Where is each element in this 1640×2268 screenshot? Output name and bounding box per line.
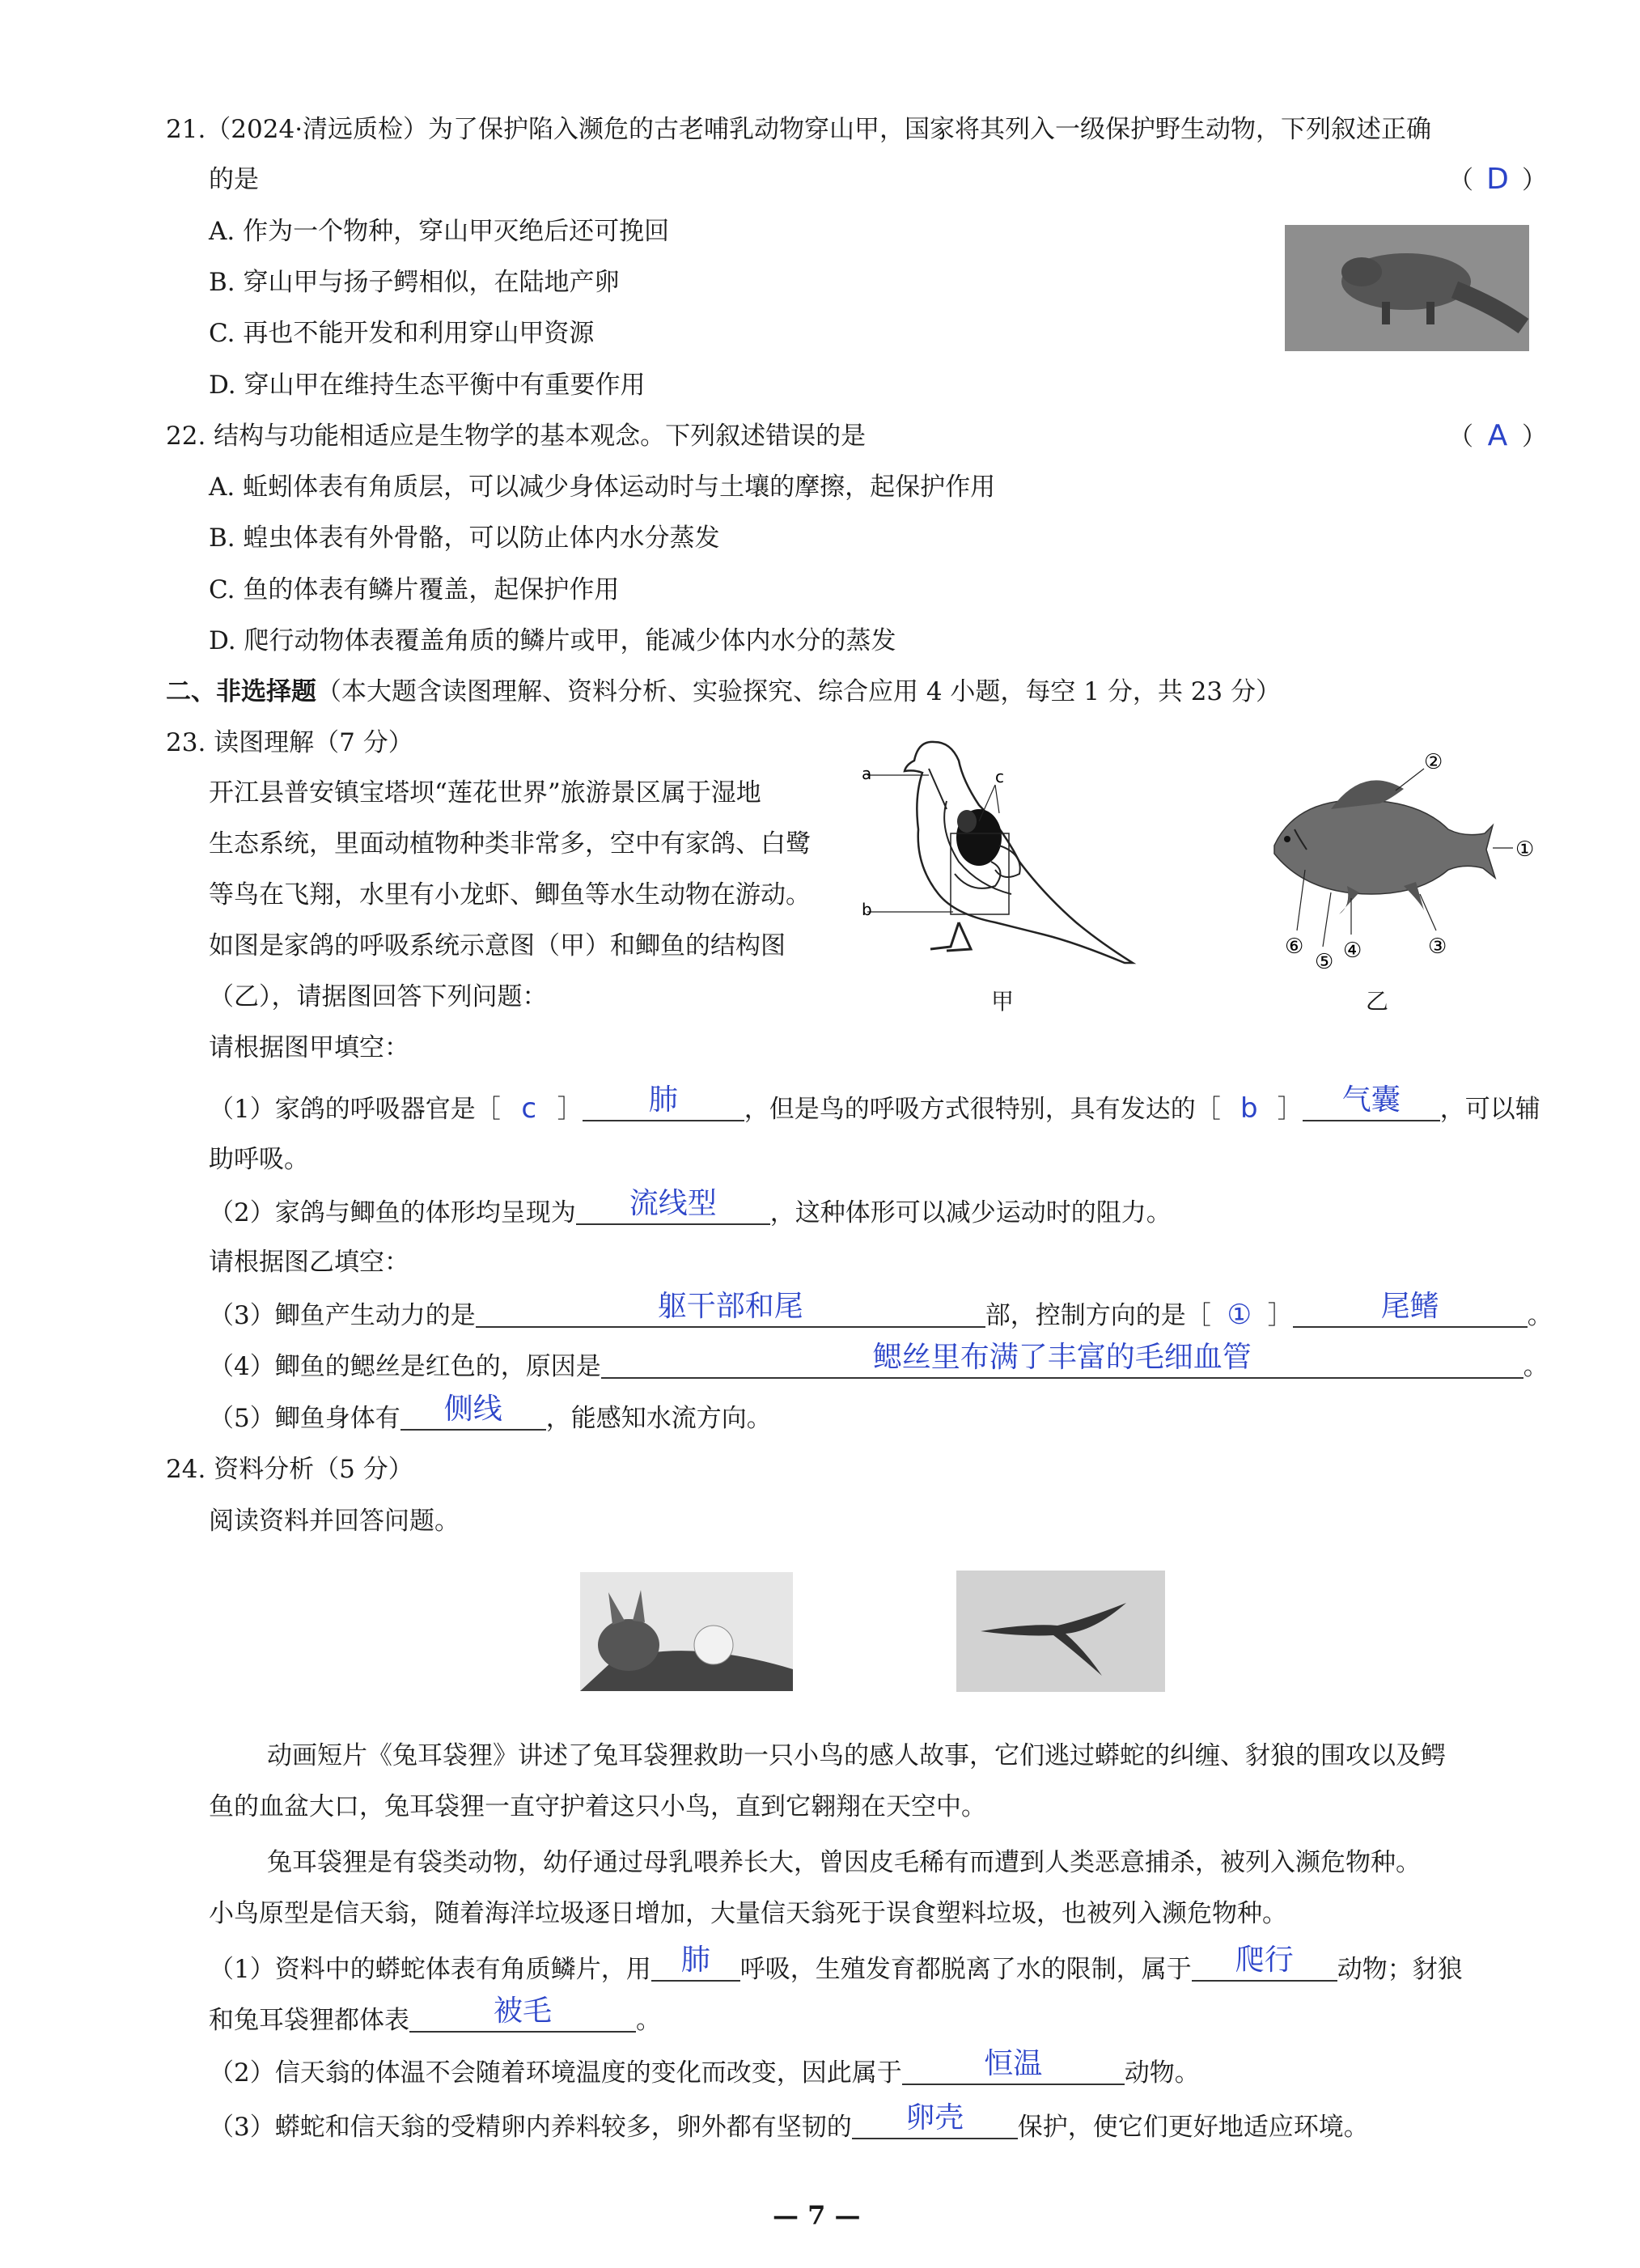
q24-sub2-answer: 恒温 (984, 2047, 1043, 2080)
section2-desc: （本大题含读图理解、资料分析、实验探究、综合应用 4 小题，每空 1 分，共 23 分） (316, 677, 1282, 706)
q24-sub1-blank3 (409, 1995, 636, 2033)
fish-label-4: ④ (1343, 939, 1362, 963)
q21-stem: 21.（2024·清远质检）为了保护陷入濒危的古老哺乳动物穿山甲，国家将其列入一级保护野生动物，下列叙述正确 (166, 115, 1432, 144)
q23-para-line3: 等鸟在飞翔，水里有小龙虾、鲫鱼等水生动物在游动。 (209, 880, 811, 909)
q22-answer: A (1487, 419, 1508, 452)
q23-prompt-jia: 请根据图甲填空： (209, 1033, 409, 1062)
q23-sub1-answer3: b (1240, 1092, 1258, 1125)
q24-sub2-blank (902, 2047, 1125, 2085)
q24-sub3 (209, 2101, 1369, 2143)
q23-sub2-text1: （2）家鸽与鲫鱼的体形均呈现为 (209, 1198, 576, 1227)
q23-sub1-answer1: c (521, 1092, 537, 1125)
q24-sub2-text2: 动物。 (1124, 2058, 1200, 2088)
q23-sub5-answer: 侧线 (443, 1393, 502, 1426)
q24-sub1-text3: 动物；豺狼 (1337, 1955, 1463, 1984)
q24-sub3-text1: （3）蟒蛇和信天翁的受精卵内养料较多，卵外都有坚韧的 (209, 2113, 852, 2142)
q24-sub1-answer1: 肺 (680, 1944, 710, 1977)
albatross-photo (956, 1571, 1165, 1692)
q23-sub4-blank (601, 1341, 1523, 1379)
q23-sub3-blank1 (476, 1290, 985, 1328)
q23-sub5 (209, 1393, 772, 1435)
q24-sub1-answer3: 被毛 (493, 1995, 552, 2028)
q23-sub3 (209, 1290, 1553, 1332)
q24-sub2 (209, 2047, 1200, 2089)
q24-para1-line2: 鱼的血盆大口，兔耳袋狸一直守护着这只小鸟，直到它翱翔在天空中。 (209, 1792, 986, 1821)
pigeon-respiratory-diagram (858, 732, 1157, 975)
q23-sub1-text4: ］ (1277, 1095, 1303, 1124)
q23-sub1-answer2: 肺 (648, 1083, 678, 1117)
q23-sub3-text1: （3）鲫鱼产生动力的是 (209, 1301, 476, 1330)
q23-sub1-text1: （1）家鸽的呼吸器官是［ (209, 1095, 501, 1124)
q24-sub1-blank1 (651, 1944, 740, 1982)
pigeon-label-b: b (862, 900, 872, 919)
q23-sub1-cont: 助呼吸。 (209, 1145, 309, 1174)
q24-sub3-answer: 卵壳 (905, 2101, 964, 2134)
q24-para2-line2: 小鸟原型是信天翁，随着海洋垃圾逐日增加，大量信天翁死于误食塑料垃圾，也被列入濒危物种。 (209, 1899, 1287, 1928)
q21-option-b: B. 穿山甲与扬子鳄相似，在陆地产卵 (209, 268, 620, 297)
q22-option-c: C. 鱼的体表有鳞片覆盖，起保护作用 (209, 575, 620, 604)
q23-sub4 (209, 1341, 1549, 1383)
q24-para1-line1: 动画短片《兔耳袋狸》讲述了兔耳袋狸救助一只小鸟的感人故事，它们逃过蟒蛇的纠缠、豺狼的围攻以及鳄 (267, 1741, 1446, 1770)
page-number: — 7 — (773, 2200, 861, 2231)
q23-sub3-answer2: ① (1227, 1299, 1252, 1331)
q21-option-c: C. 再也不能开发和利用穿山甲资源 (209, 319, 595, 348)
q24-sub1 (209, 1944, 1463, 1986)
q23-prompt-yi: 请根据图乙填空： (209, 1248, 409, 1277)
q23-sub3-answer1: 躯干部和尾 (657, 1290, 803, 1323)
fish-label-2: ② (1424, 750, 1443, 774)
q24-title: 24. 资料分析（5 分） (166, 1455, 413, 1484)
q23-sub5-text1: （5）鲫鱼身体有 (209, 1404, 400, 1433)
section2-title: 二、非选择题 (166, 677, 316, 706)
q24-sub1-text2: 呼吸，生殖发育都脱离了水的限制，属于 (739, 1955, 1192, 1984)
fish-label-5: ⑤ (1315, 950, 1334, 974)
q24-sub1-text1: （1）资料中的蟒蛇体表有角质鳞片，用 (209, 1955, 651, 1984)
q23-sub3-text4: 。 (1527, 1301, 1553, 1330)
q23-sub3-text2: 部，控制方向的是［ (985, 1301, 1211, 1330)
q24-sub3-blank (852, 2101, 1018, 2139)
q24-sub2-text1: （2）信天翁的体温不会随着环境温度的变化而改变，因此属于 (209, 2058, 902, 2088)
bilby-photo (580, 1572, 793, 1691)
q23-sub1-answer4: 气囊 (1341, 1083, 1401, 1117)
q23-sub4-text1: （4）鲫鱼的鳃丝是红色的，原因是 (209, 1352, 601, 1381)
q22-option-b: B. 蝗虫体表有外骨骼，可以防止体内水分蒸发 (209, 524, 720, 553)
q22-option-a: A. 蚯蚓体表有角质层，可以减少身体运动时与土壤的摩擦，起保护作用 (209, 473, 996, 502)
q23-sub1-text3: ，但是鸟的呼吸方式很特别，具有发达的［ (744, 1095, 1221, 1124)
fish-label-3: ③ (1428, 935, 1447, 959)
pigeon-label-c: c (995, 767, 1004, 786)
q24-sub3-text2: 保护，使它们更好地适应环境。 (1017, 2113, 1369, 2142)
q21-option-a: A. 作为一个物种，穿山甲灭绝后还可挽回 (209, 217, 670, 246)
q23-para-line1: 开江县普安镇宝塔坝“莲花世界”旅游景区属于湿地 (209, 778, 761, 808)
q23-sub2-text2: ，这种体形可以减少运动时的阻力。 (769, 1198, 1172, 1227)
q22-option-d: D. 爬行动物体表覆盖角质的鳞片或甲，能减少体内水分的蒸发 (209, 626, 896, 655)
q23-sub4-text2: 。 (1523, 1352, 1549, 1381)
q21-option-d: D. 穿山甲在维持生态平衡中有重要作用 (209, 371, 646, 400)
q24-sub1-answer2: 爬行 (1235, 1944, 1294, 1977)
crucian-carp-diagram (1250, 748, 1549, 983)
q23-sub5-blank (400, 1393, 546, 1431)
q23-sub1-blank2 (583, 1083, 744, 1121)
q23-sub1 (209, 1083, 1540, 1126)
q24-sub1-cont (209, 1995, 661, 2037)
q23-para-line4: 如图是家鸽的呼吸系统示意图（甲）和鲫鱼的结构图 (209, 931, 786, 960)
q21-answer: D (1486, 163, 1509, 196)
q23-sub3-blank3 (1293, 1290, 1528, 1328)
fish-label-1: ① (1515, 837, 1535, 862)
q22-answer-bracket: （ A ） (1448, 419, 1547, 452)
q23-sub3-answer3: 尾鳍 (1380, 1290, 1439, 1323)
q23-sub2-blank (576, 1187, 770, 1225)
fig-jia-label: 甲 (991, 988, 1015, 1015)
section2-header (166, 676, 1281, 708)
q23-sub5-text2: ，能感知水流方向。 (545, 1404, 772, 1433)
q23-sub2 (209, 1187, 1172, 1229)
q24-sub1-text5: 。 (636, 2006, 661, 2035)
q23-sub1-text2: ］ (557, 1095, 583, 1124)
q23-sub4-answer: 鳃丝里布满了丰富的毛细血管 (872, 1341, 1252, 1374)
q23-sub1-text5: ，可以辅 (1439, 1095, 1540, 1124)
fish-label-6: ⑥ (1285, 935, 1304, 959)
q23-para-line2: 生态系统，里面动植物种类非常多，空中有家鸽、白鹭 (209, 829, 811, 858)
fig-yi-label: 乙 (1366, 988, 1389, 1015)
pigeon-label-a: a (862, 764, 872, 783)
q23-sub3-text3: ］ (1267, 1301, 1293, 1330)
q21-answer-bracket: （ D ） (1448, 163, 1547, 196)
q21-stem-cont: 的是 (209, 165, 259, 194)
q24-para2-line1: 兔耳袋狸是有袋类动物，幼仔通过母乳喂养长大，曾因皮毛稀有而遭到人类恶意捕杀，被列入濒危物种。 (267, 1848, 1421, 1877)
q24-sub1-blank2 (1192, 1944, 1337, 1982)
q24-sub1-text4: 和兔耳袋狸都体表 (209, 2006, 409, 2035)
q22-stem: 22. 结构与功能相适应是生物学的基本观念。下列叙述错误的是 (166, 422, 867, 451)
q23-title: 23. 读图理解（7 分） (166, 728, 413, 757)
pangolin-photo (1285, 225, 1529, 351)
q23-sub2-answer: 流线型 (629, 1187, 717, 1220)
q23-sub1-blank4 (1303, 1083, 1440, 1121)
q24-intro: 阅读资料并回答问题。 (209, 1507, 460, 1536)
q23-para-line5: （乙），请据图回答下列问题： (209, 982, 548, 1011)
